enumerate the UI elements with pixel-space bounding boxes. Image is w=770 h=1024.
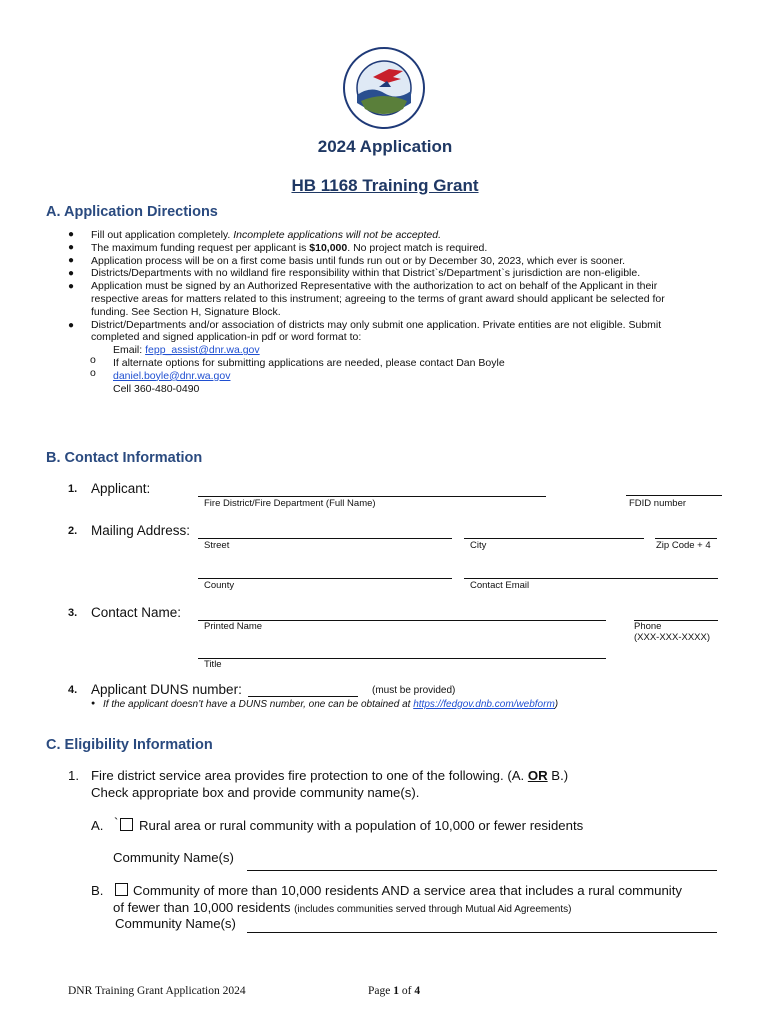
duns-field[interactable] [248,696,358,697]
option-a-tick: ` [114,815,119,830]
street-caption: Street [204,540,230,551]
zip-field[interactable] [655,538,717,539]
list-item: The maximum funding request per applicant is $10,000. No project match is required. [91,241,488,254]
option-b-text-line2: of fewer than 10,000 residents (includes communities served through Mutual Aid Agreements) [113,900,572,915]
list-item: Application process will be on a first come basis until funds run out or by December 30, 2023, which ever is sooner. [91,254,626,267]
dnr-logo [343,47,425,129]
bullet-icon: ● [68,229,75,240]
printed-name-caption: Printed Name [204,621,263,632]
phone-caption: Phone [634,621,662,632]
county-caption: County [204,580,235,591]
city-caption: City [470,540,487,551]
duns-note: (must be provided) [372,685,456,696]
option-a-text: Rural area or rural community with a population of 10,000 or fewer residents [139,818,584,833]
mailing-address-label: Mailing Address: [91,523,191,538]
contact-email-caption: Contact Email [470,580,530,591]
contact-name-label: Contact Name: [91,605,182,620]
c-q1-text: Fire district service area provides fire protection to one of the following. (A. OR B.) [91,768,569,783]
section-a-list [91,229,731,395]
sub-bullet-icon: o [90,367,96,379]
applicant-name-field[interactable] [198,496,546,497]
option-b-community-field[interactable] [247,932,717,933]
footer-doc-title: DNR Training Grant Application 2024 [68,985,246,997]
bullet-icon: ● [91,700,96,707]
section-c-heading: C. Eligibility Information [46,737,213,753]
option-b-community-label: Community Name(s) [115,916,236,931]
county-field[interactable] [198,578,452,579]
option-a-checkbox[interactable] [120,818,133,831]
option-b-label: B. [91,883,104,898]
q2-number: 2. [68,525,78,537]
duns-help-text: If the applicant doesn’t have a DUNS number, one can be obtained at https://fedgov.dnb.com/webform) [103,699,559,710]
c-q1-number: 1. [68,768,79,783]
section-a-heading: A. Application Directions [46,204,218,220]
dnb-webform-link[interactable]: https://fedgov.dnb.com/webform [413,699,555,710]
option-b-checkbox[interactable] [115,883,128,896]
page-indicator: Page 1 of 4 [368,985,421,997]
sub-bullet-icon: o [90,354,96,366]
c-q1-instruction: Check appropriate box and provide community name(s). [91,785,420,800]
list-item: District/Departments and/or association of districts may only submit one application. Private entities are not eligible. Submit completed and signed application-in pdf or word format to: [91,318,662,344]
contact-email-field[interactable] [464,578,718,579]
alternate-email-link[interactable]: daniel.boyle@dnr.wa.gov [113,369,231,382]
bullet-icon: ● [68,268,75,279]
q1-number: 1. [68,483,78,495]
city-field[interactable] [464,538,644,539]
duns-label: Applicant DUNS number: [91,682,242,697]
page-title: 2024 Application [317,137,453,156]
list-item: Districts/Departments with no wildland fire responsibility within that District`s/Department`s jurisdiction are non-eligible. [91,267,641,280]
option-a-community-label: Community Name(s) [113,850,234,865]
bullet-icon: ● [68,242,75,253]
q3-number: 3. [68,607,78,619]
phone-format-caption: (XXX-XXX-XXXX) [634,632,711,643]
title-field[interactable] [198,658,606,659]
section-b-heading: B. Contact Information [46,450,203,466]
bullet-icon: ● [68,255,75,266]
list-item: Application must be signed by an Authorized Representative with the authorization to act on behalf of the Applicant in their respective areas for matters related to this instrument; agreeing to the terms of grant award should applicant be selected for funding. See Section H, Signature Block. [91,280,665,318]
title-caption: Title [204,659,222,670]
list-item: Fill out application completely. Incomplete applications will not be accepted. [91,229,442,241]
email-link[interactable]: fepp_assist@dnr.wa.gov [145,344,260,357]
q4-number: 4. [68,684,78,696]
sub-item-alternate: If alternate options for submitting applications are needed, please contact Dan Boyle daniel.boyle@dnr.wa.gov Cell 360-480-0490 [113,356,505,395]
option-b-text-line1: Community of more than 10,000 residents AND a service area that includes a rural community [133,883,682,898]
bullet-icon: ● [68,281,75,292]
bullet-icon: ● [68,320,75,331]
fdid-field[interactable] [626,495,722,496]
applicant-label: Applicant: [91,481,151,496]
applicant-name-caption: Fire District/Fire Department (Full Name) [204,498,376,509]
page-subtitle: HB 1168 Training Grant [291,176,479,195]
zip-caption: Zip Code + 4 [656,540,711,551]
fdid-caption: FDID number [629,498,687,509]
option-a-label: A. [91,818,104,833]
option-a-community-field[interactable] [247,870,717,871]
sub-item-email: Email: fepp_assist@dnr.wa.gov [113,344,260,357]
street-field[interactable] [198,538,452,539]
